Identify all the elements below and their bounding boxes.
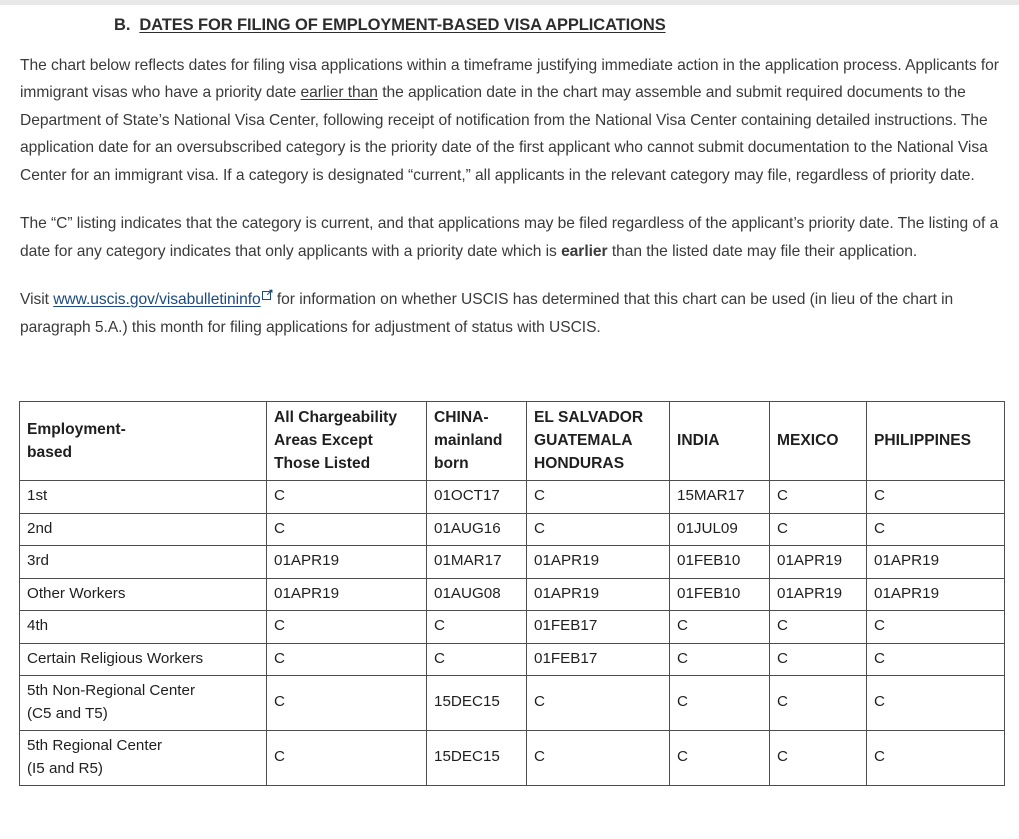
table-cell-r4-c0: C — [267, 611, 427, 644]
table-cell-r3-c4: 01APR19 — [770, 578, 867, 611]
table-column-header-5 — [770, 402, 867, 481]
par1-text-a: The chart below reflects dates for filing visa applications within a timeframe justifying immediate action in the application process. Applicants for immigrant visas who have a priority date — [20, 56, 999, 102]
table-column-header-line: INDIA — [677, 432, 720, 449]
par3-text-b: for information on whether USCIS has determined that this chart can be used (in lieu of the chart in paragraph 5.A.) this month for filing applications for adjustment of status with USCIS. — [20, 291, 954, 336]
table-column-header-line: MEXICO — [777, 432, 839, 449]
table-row-category — [20, 513, 267, 546]
table-cell-r7-c3: C — [670, 731, 770, 786]
table-column-header-line: mainland — [434, 432, 503, 449]
table-column-header-1 — [267, 402, 427, 481]
paragraph-c-listing — [0, 210, 1019, 265]
table-cell-r3-c3: 01FEB10 — [670, 578, 770, 611]
table-column-header-line: GUATEMALA — [534, 432, 633, 449]
table-cell-r4-c3: C — [670, 611, 770, 644]
table-column-header-6 — [867, 402, 1005, 481]
table-row — [20, 578, 1005, 611]
table-cell-r3-c1: 01AUG08 — [427, 578, 527, 611]
uscis-visabulletininfo-link[interactable]: www.uscis.gov/visabulletininfo — [53, 291, 261, 309]
table-cell-r3-c2: 01APR19 — [527, 578, 670, 611]
table-cell-r2-c0: 01APR19 — [267, 546, 427, 579]
table-cell-r0-c2: C — [527, 481, 670, 514]
table-cell-r2-c5: 01APR19 — [867, 546, 1005, 579]
table-column-header-line: born — [434, 455, 469, 472]
table-column-header-3 — [527, 402, 670, 481]
table-cell-r7-c2: C — [527, 731, 670, 786]
table-row — [20, 676, 1005, 731]
heading-title: DATES FOR FILING OF EMPLOYMENT-BASED VISA APPLICATIONS — [139, 16, 666, 34]
table-cell-r5-c0: C — [267, 643, 427, 676]
table-column-header-4 — [670, 402, 770, 481]
table-column-header-line: Employment- — [27, 420, 126, 438]
par2-text-b: than the listed date may file their application. — [607, 242, 918, 260]
table-row-category-line: 2nd — [27, 519, 53, 537]
table-cell-r6-c3: C — [670, 676, 770, 731]
table-row — [20, 643, 1005, 676]
par1-text-b: the application date in the chart may assemble and submit required documents to the Department of State’s National Visa Center, following receipt of notification from the National Visa Center containing detailed instructions. The application date for an oversubscribed category is the priority date of the first applicant who cannot submit documentation to the National Visa Center for an immigrant visa. If a category is designated “current,” all applicants in the relevant category may file, regardless of priority date. — [20, 84, 988, 184]
table-cell-r4-c2: 01FEB17 — [527, 611, 670, 644]
table-row-category — [20, 643, 267, 676]
table-row-category — [20, 731, 267, 786]
table-cell-r4-c5: C — [867, 611, 1005, 644]
table-cell-r0-c4: C — [770, 481, 867, 514]
table-body — [20, 481, 1005, 786]
table-row-category-line: (I5 and R5) — [27, 759, 103, 777]
table-row-category — [20, 546, 267, 579]
par2-emphasis-earlier: earlier — [561, 242, 608, 260]
table-cell-r2-c3: 01FEB10 — [670, 546, 770, 579]
table-cell-r0-c3: 15MAR17 — [670, 481, 770, 514]
table-cell-r1-c5: C — [867, 513, 1005, 546]
table-cell-r1-c0: C — [267, 513, 427, 546]
table-cell-r4-c1: C — [427, 611, 527, 644]
table-cell-r1-c1: 01AUG16 — [427, 513, 527, 546]
par1-emphasis-earlier-than: earlier than — [300, 84, 378, 102]
table-row-category — [20, 578, 267, 611]
table-row-category-line: (C5 and T5) — [27, 704, 108, 722]
table-column-header-0 — [20, 402, 267, 481]
table-cell-r3-c0: 01APR19 — [267, 578, 427, 611]
table-row-category — [20, 676, 267, 731]
table-cell-r5-c1: C — [427, 643, 527, 676]
table-cell-r2-c2: 01APR19 — [527, 546, 670, 579]
table-column-header-line: Those Listed — [274, 455, 371, 472]
table-cell-r6-c5: C — [867, 676, 1005, 731]
heading-letter: B. — [114, 16, 131, 34]
table-row-category — [20, 481, 267, 514]
table-row — [20, 481, 1005, 514]
par2-text-a: The “C” listing indicates that the category is current, and that applications may be filed regardless of the applicant’s priority date. The listing of a date for any category indicates that only applicants with a priority date which is — [20, 215, 999, 260]
table-cell-r7-c0: C — [267, 731, 427, 786]
table-header-row — [20, 402, 1005, 481]
table-cell-r7-c5: C — [867, 731, 1005, 786]
table-cell-r4-c4: C — [770, 611, 867, 644]
table-row-category-line: 1st — [27, 487, 48, 504]
table-cell-r1-c4: C — [770, 513, 867, 546]
table-cell-r5-c2: 01FEB17 — [527, 643, 670, 676]
table-cell-r7-c4: C — [770, 731, 867, 786]
table-cell-r0-c5: C — [867, 481, 1005, 514]
employment-based-visa-table — [19, 401, 1005, 786]
table-row-category-line: 4th — [27, 617, 49, 634]
table-row — [20, 611, 1005, 644]
table-column-header-line: PHILIPPINES — [874, 432, 972, 449]
table-row-category — [20, 611, 267, 644]
table-cell-r5-c3: C — [670, 643, 770, 676]
table-cell-r3-c5: 01APR19 — [867, 578, 1005, 611]
external-link-icon — [262, 289, 273, 300]
par3-text-a: Visit — [20, 291, 54, 309]
table-column-header-2 — [427, 402, 527, 481]
table-row-category-line: Certain Religious Workers — [27, 649, 204, 667]
table-cell-r6-c4: C — [770, 676, 867, 731]
table-cell-r6-c0: C — [267, 676, 427, 731]
table-cell-r2-c4: 01APR19 — [770, 546, 867, 579]
paragraph-visit-uscis — [0, 286, 1019, 341]
table-cell-r0-c0: C — [267, 481, 427, 514]
table-row — [20, 513, 1005, 546]
table-row — [20, 731, 1005, 786]
table-column-header-line: All Chargeability — [274, 409, 398, 426]
table-cell-r5-c4: C — [770, 643, 867, 676]
paragraph-filing-dates — [0, 52, 1019, 190]
table-column-header-line: EL SALVADOR — [534, 409, 644, 426]
table-cell-r2-c1: 01MAR17 — [427, 546, 527, 579]
table-header — [20, 402, 1005, 481]
table-column-header-line: Areas Except — [274, 432, 373, 449]
table-cell-r6-c1: 15DEC15 — [427, 676, 527, 731]
table-row-category-line: 3rd — [27, 552, 49, 569]
table-cell-r6-c2: C — [527, 676, 670, 731]
table-cell-r1-c2: C — [527, 513, 670, 546]
table-cell-r0-c1: 01OCT17 — [427, 481, 527, 514]
table-row-category-line: 5th Non-Regional Center — [27, 682, 196, 699]
table-row — [20, 546, 1005, 579]
table-row-category-line: Other Workers — [27, 584, 126, 602]
page-title — [0, 0, 1019, 36]
table-cell-r1-c3: 01JUL09 — [670, 513, 770, 546]
table-cell-r7-c1: 15DEC15 — [427, 731, 527, 786]
table-cell-r5-c5: C — [867, 643, 1005, 676]
table-column-header-line: HONDURAS — [534, 455, 625, 472]
table-column-header-line: CHINA- — [434, 409, 489, 426]
table-row-category-line: 5th Regional Center — [27, 737, 163, 754]
table-column-header-line: based — [27, 443, 73, 461]
